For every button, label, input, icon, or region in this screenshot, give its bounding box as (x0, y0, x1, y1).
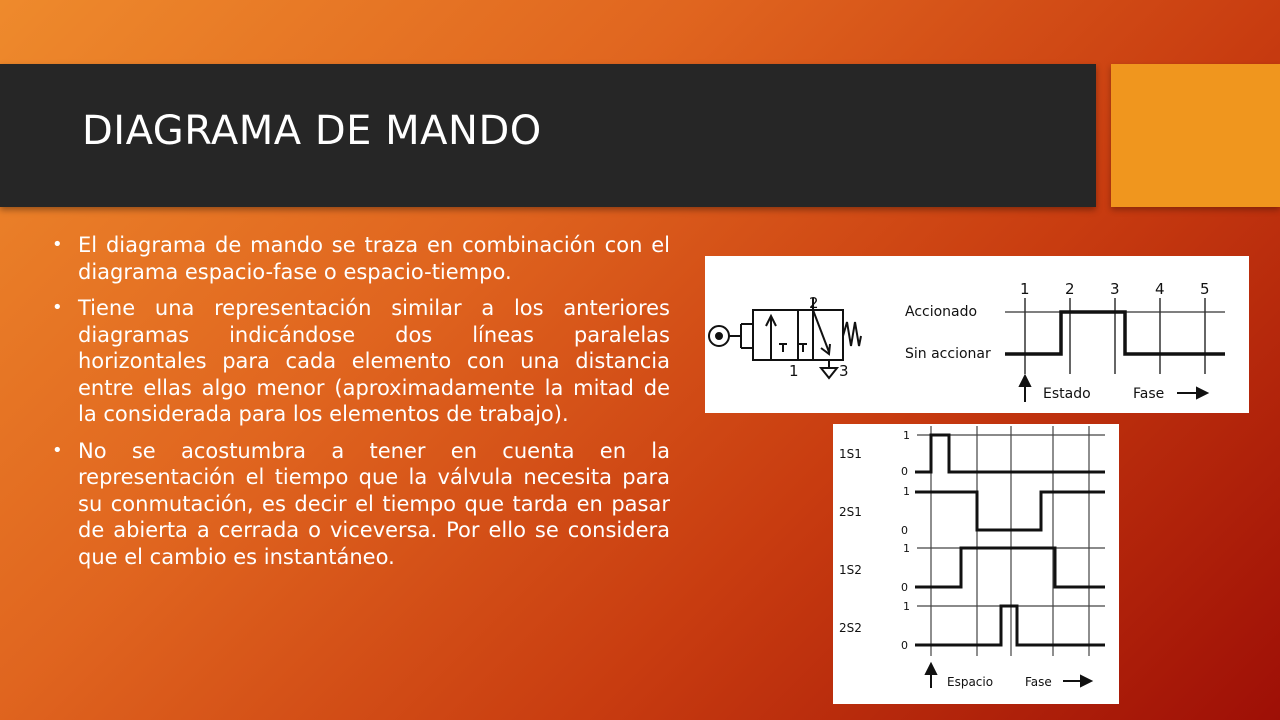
bullet-dot: • (52, 439, 63, 461)
bullet-dot: • (52, 297, 63, 318)
signal-2s1 (915, 492, 1105, 530)
bullet-text: Tiene una representación similar a los anteriores diagramas indicándose dos líneas paralelas horizontales para cada elemento con una distancia entre ellas algo menor (aproximadamente la mitad de la considerada para los elementos de trabajo). (78, 296, 670, 426)
slide-title: DIAGRAMA DE MANDO (82, 108, 542, 154)
up-arrow-icon (1020, 376, 1030, 402)
signal-1s2 (915, 548, 1105, 587)
axis-label-phase: Fase (1025, 675, 1052, 689)
port-label-1: 1 (789, 362, 799, 380)
row-low: 0 (901, 465, 908, 478)
axis-label-phase: Fase (1133, 386, 1165, 402)
row-label-actuated: Accionado (905, 304, 978, 320)
up-arrow-icon (926, 664, 936, 688)
row-name: 2S1 (839, 505, 862, 519)
valve-state-svg (705, 256, 1249, 413)
control-grid (917, 426, 1105, 656)
row-name: 1S2 (839, 563, 862, 577)
row-name: 1S1 (839, 447, 862, 461)
valve-state-figure (705, 256, 1249, 413)
row-low: 0 (901, 524, 908, 537)
bullet-item (52, 232, 670, 285)
port-label-2: 2 (809, 294, 819, 312)
phase-grid (1025, 298, 1205, 374)
phase-label: 4 (1155, 280, 1165, 298)
row-high: 1 (903, 542, 910, 555)
phase-label: 5 (1200, 280, 1210, 298)
control-diagram-svg (833, 424, 1119, 704)
control-diagram-figure (833, 424, 1119, 704)
control-signals (915, 435, 1105, 645)
phase-label: 2 (1065, 280, 1075, 298)
port-label-3: 3 (839, 362, 849, 380)
bullet-item (52, 295, 670, 428)
bullet-list (52, 232, 670, 570)
bullet-text: No se acostumbra a tener en cuenta en la representación el tiempo que la válvula necesita para su conmutación, es decir el tiempo que tarda en pasar de abierta a cerrada o viceversa. Por ello se considera que el cambio es instantáneo. (78, 438, 670, 569)
bullet-dot: • (52, 234, 63, 255)
bullet-text: El diagrama de mando se traza en combinación con el diagrama espacio-fase o espacio-tiempo. (78, 233, 670, 284)
phase-label: 1 (1020, 280, 1030, 298)
row-label-not-actuated: Sin accionar (905, 346, 991, 362)
row-high: 1 (903, 485, 910, 498)
row-name: 2S2 (839, 621, 862, 635)
row-high: 1 (903, 600, 910, 613)
bullet-item (52, 438, 670, 571)
row-low: 0 (901, 581, 908, 594)
row-high: 1 (903, 429, 910, 442)
title-bar (0, 64, 1096, 207)
right-arrow-icon (1177, 388, 1207, 398)
axis-label-space: Espacio (947, 675, 994, 689)
axis-label-state: Estado (1043, 386, 1091, 402)
accent-block (1111, 64, 1280, 207)
signal-2s2 (915, 606, 1105, 645)
right-arrow-icon (1063, 676, 1091, 686)
row-low: 0 (901, 639, 908, 652)
slide-content (52, 232, 670, 580)
phase-label: 3 (1110, 280, 1120, 298)
signal-1s1 (915, 435, 1105, 472)
